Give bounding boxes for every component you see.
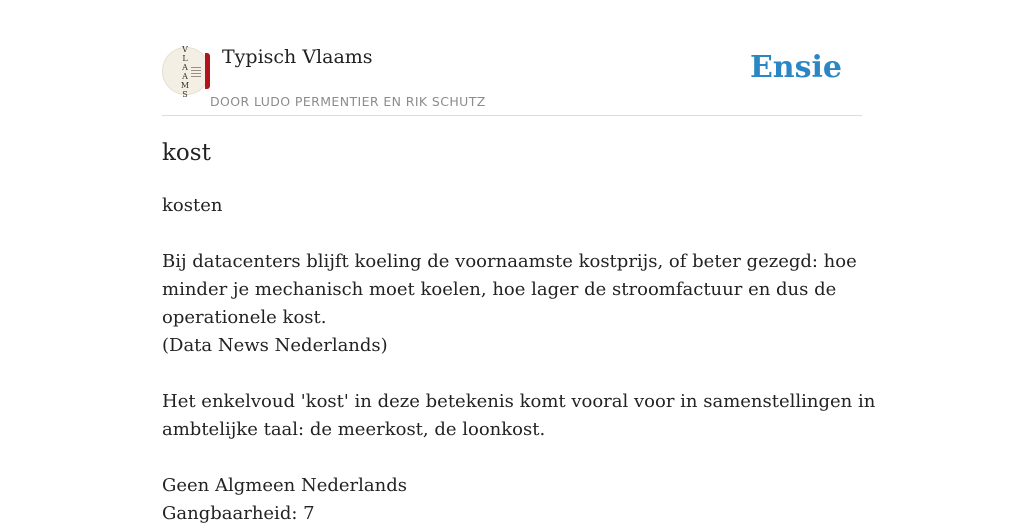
book-authors: DOOR LUDO PERMENTIER EN RIK SCHUTZ (210, 94, 486, 109)
entry-status: Geen Algmeen Nederlands (162, 475, 407, 496)
note-line-2: ambtelijke taal: de meerkost, de loonkost. (162, 419, 546, 440)
book-title-link[interactable]: Typisch Vlaams (222, 46, 373, 68)
example-line-2: minder je mechanisch moet koelen, hoe lager de stroomfactuur en dus de (162, 279, 837, 300)
cover-text-lines (191, 67, 201, 79)
entry-title: kost (162, 140, 211, 166)
book-cover-avatar[interactable] (162, 45, 210, 99)
example-source: (Data News Nederlands) (162, 335, 388, 356)
ensie-logo-link[interactable]: Ensie (749, 50, 842, 85)
cover-red-accent (205, 53, 210, 89)
cover-letters: V L A A M S (180, 45, 190, 99)
note-line-1: Het enkelvoud 'kost' in deze betekenis komt vooral voor in samenstellingen in (162, 391, 876, 412)
entry-usage: Gangbaarheid: 7 (162, 503, 315, 524)
entry-body (162, 192, 876, 528)
example-line-1: Bij datacenters blijft koeling de voornaamste kostprijs, of beter gezegd: hoe (162, 251, 857, 272)
example-line-3: operationele kost. (162, 307, 327, 328)
entry-meaning: kosten (162, 195, 223, 216)
page-container (162, 0, 876, 524)
header (162, 0, 862, 116)
